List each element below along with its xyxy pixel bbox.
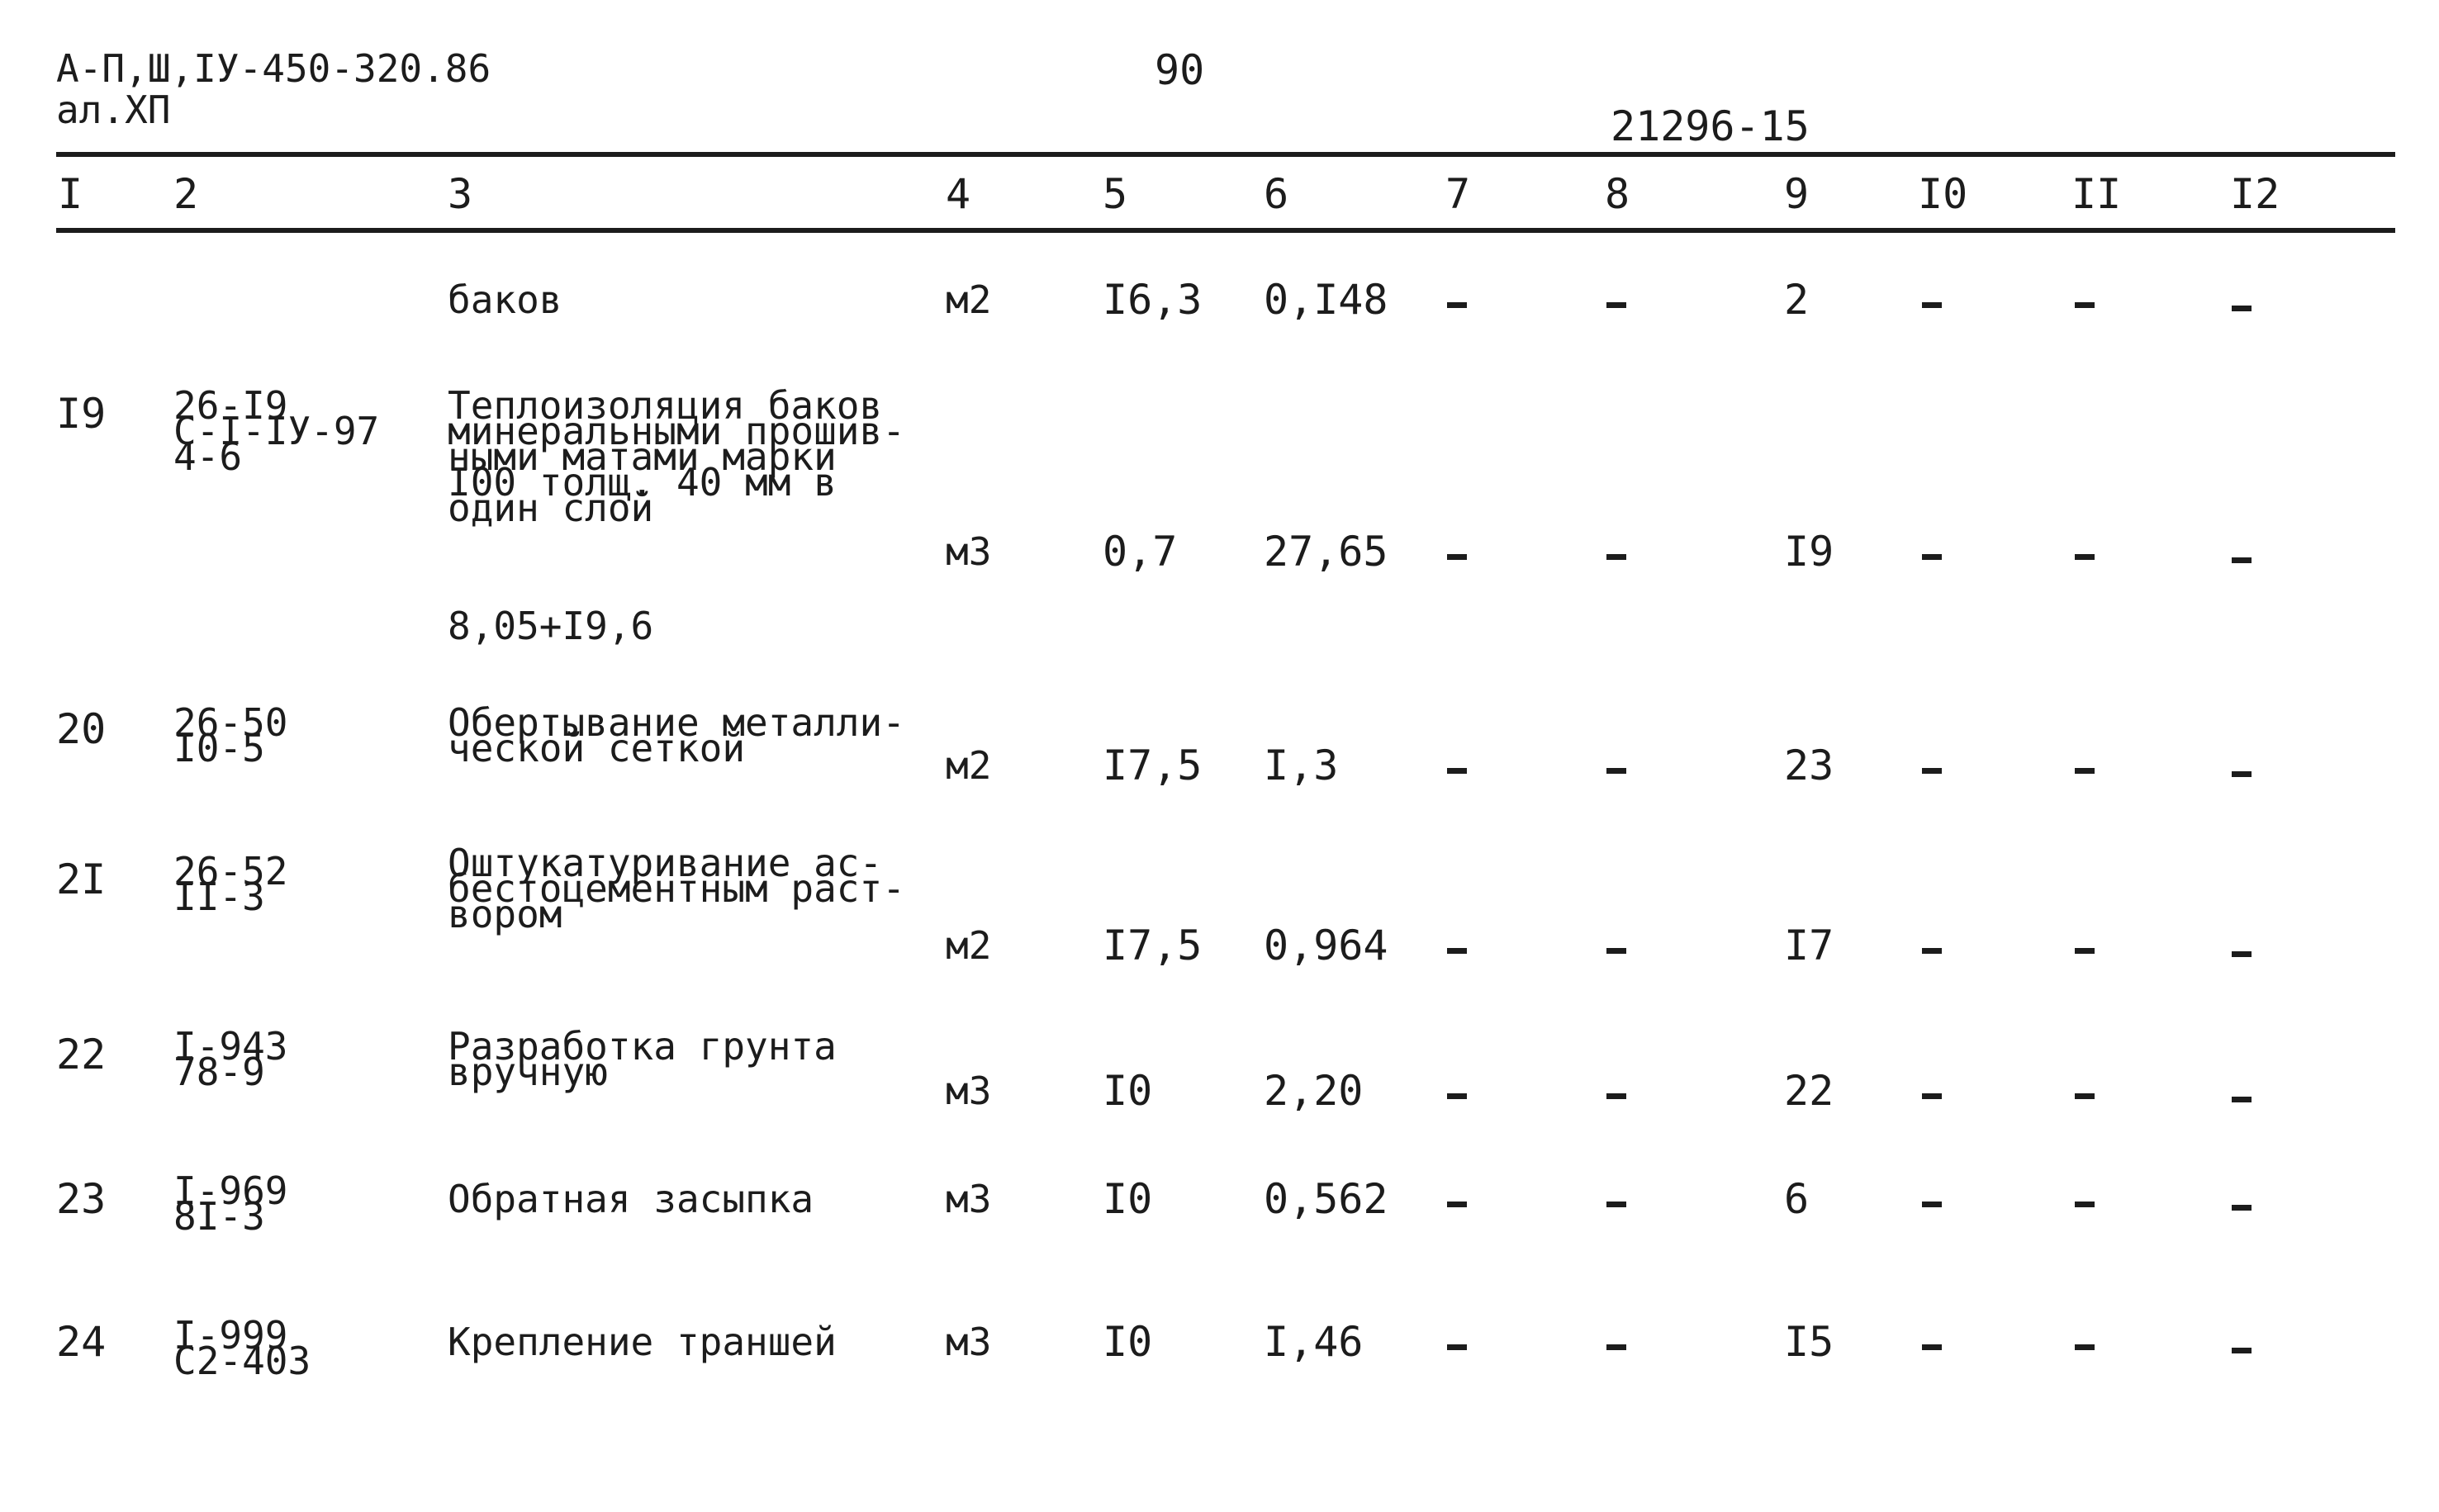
header-top-rule [56, 152, 2395, 157]
dash-c12 [2232, 306, 2252, 311]
column-header: 2 [173, 170, 199, 218]
work-description: Крепление траншей [448, 1320, 837, 1364]
unit-cell: м3 [946, 1320, 992, 1364]
dash-c8 [1606, 1093, 1626, 1099]
value-cell: I5 [1784, 1318, 1834, 1366]
dash-c10 [1922, 1344, 1942, 1350]
dash-c7 [1447, 948, 1467, 954]
work-description: Обертывание металли- ческой сеткой [448, 700, 905, 770]
norm-code: 26-I9 С-I-IУ-97 4-6 [173, 383, 380, 479]
dash-c10 [1922, 302, 1942, 308]
row-number: 22 [56, 1031, 107, 1078]
header-bottom-rule [56, 228, 2395, 233]
dash-c11 [2075, 768, 2095, 774]
column-header: II [2071, 170, 2122, 218]
norm-code: 26-50 I0-5 [173, 700, 288, 770]
dash-c10 [1922, 1202, 1942, 1207]
dash-c11 [2075, 554, 2095, 560]
dash-c7 [1447, 1093, 1467, 1099]
unit-cell: м3 [946, 529, 992, 574]
value-cell: I,3 [1264, 742, 1339, 789]
dash-c8 [1606, 1202, 1626, 1207]
value-cell: 0,964 [1264, 922, 1388, 969]
row-number: 20 [56, 705, 107, 753]
norm-code: I-969 8I-3 [173, 1168, 288, 1239]
column-header: 3 [448, 170, 473, 218]
row-number: I9 [56, 390, 107, 438]
dash-c12 [2232, 1348, 2252, 1353]
work-description: баков [448, 277, 562, 322]
value-cell: I,46 [1264, 1318, 1364, 1366]
value-cell: 27,65 [1264, 528, 1388, 576]
dash-c12 [2232, 557, 2252, 563]
dash-c12 [2232, 771, 2252, 777]
work-description: Разработка грунта вручную [448, 1024, 837, 1094]
dash-c7 [1447, 554, 1467, 560]
column-header: I [58, 170, 83, 218]
document-code: А-П,Ш,IУ-450-320.86 [56, 46, 491, 91]
column-header: 9 [1784, 170, 1810, 218]
dash-c8 [1606, 554, 1626, 560]
column-header: 7 [1445, 170, 1471, 218]
dash-c10 [1922, 948, 1942, 954]
row-number: 24 [56, 1318, 107, 1366]
value-cell: I7,5 [1103, 742, 1203, 789]
work-description: Оштукатуривание ас- бестоцементным раст- вором [448, 841, 905, 936]
work-description: Обратная засыпка [448, 1177, 814, 1221]
norm-code: 26-52 II-3 [173, 849, 288, 919]
norm-code: I-999 С2-403 [173, 1313, 311, 1383]
calculation-note: 8,05+I9,6 [448, 604, 654, 648]
value-cell: 2,20 [1264, 1067, 1364, 1115]
row-number: 2I [56, 856, 107, 903]
stamp-number: 21296-15 [1611, 102, 1810, 150]
value-cell: 0,7 [1103, 528, 1178, 576]
value-cell: 23 [1784, 742, 1834, 789]
column-header: I0 [1918, 170, 1968, 218]
unit-cell: м3 [946, 1177, 992, 1221]
dash-c8 [1606, 302, 1626, 308]
column-header: 4 [946, 170, 971, 218]
unit-cell: м2 [946, 923, 992, 968]
dash-c10 [1922, 554, 1942, 560]
dash-c11 [2075, 948, 2095, 954]
dash-c7 [1447, 1344, 1467, 1350]
dash-c7 [1447, 1202, 1467, 1207]
value-cell: I6,3 [1103, 276, 1203, 324]
dash-c12 [2232, 951, 2252, 957]
dash-c11 [2075, 1202, 2095, 1207]
unit-cell: м3 [946, 1069, 992, 1113]
dash-c11 [2075, 302, 2095, 308]
dash-c8 [1606, 948, 1626, 954]
dash-c8 [1606, 768, 1626, 774]
column-header: 6 [1264, 170, 1289, 218]
dash-c8 [1606, 1344, 1626, 1350]
dash-c10 [1922, 1093, 1942, 1099]
value-cell: 2 [1784, 276, 1810, 324]
unit-cell: м2 [946, 743, 992, 788]
dash-c7 [1447, 768, 1467, 774]
column-header: I2 [2230, 170, 2280, 218]
work-description: Теплоизоляция баков минеральными прошив- ными матами марки I00 толщ. 40 мм в один слой [448, 383, 905, 530]
value-cell: I0 [1103, 1175, 1153, 1223]
dash-c7 [1447, 302, 1467, 308]
value-cell: I0 [1103, 1067, 1153, 1115]
dash-c10 [1922, 768, 1942, 774]
unit-cell: м2 [946, 277, 992, 322]
dash-c11 [2075, 1344, 2095, 1350]
page-number: 90 [1155, 46, 1205, 94]
value-cell: I7,5 [1103, 922, 1203, 969]
norm-code: I-943 78-9 [173, 1024, 288, 1094]
value-cell: 22 [1784, 1067, 1834, 1115]
value-cell: I9 [1784, 528, 1834, 576]
dash-c12 [2232, 1097, 2252, 1102]
value-cell: I0 [1103, 1318, 1153, 1366]
value-cell: 6 [1784, 1175, 1810, 1223]
value-cell: 0,562 [1264, 1175, 1388, 1223]
dash-c11 [2075, 1093, 2095, 1099]
value-cell: I7 [1784, 922, 1834, 969]
column-header: 5 [1103, 170, 1128, 218]
dash-c12 [2232, 1205, 2252, 1211]
value-cell: 0,I48 [1264, 276, 1388, 324]
column-header: 8 [1605, 170, 1630, 218]
document-sheet: ал.XП [56, 88, 171, 132]
row-number: 23 [56, 1175, 107, 1223]
